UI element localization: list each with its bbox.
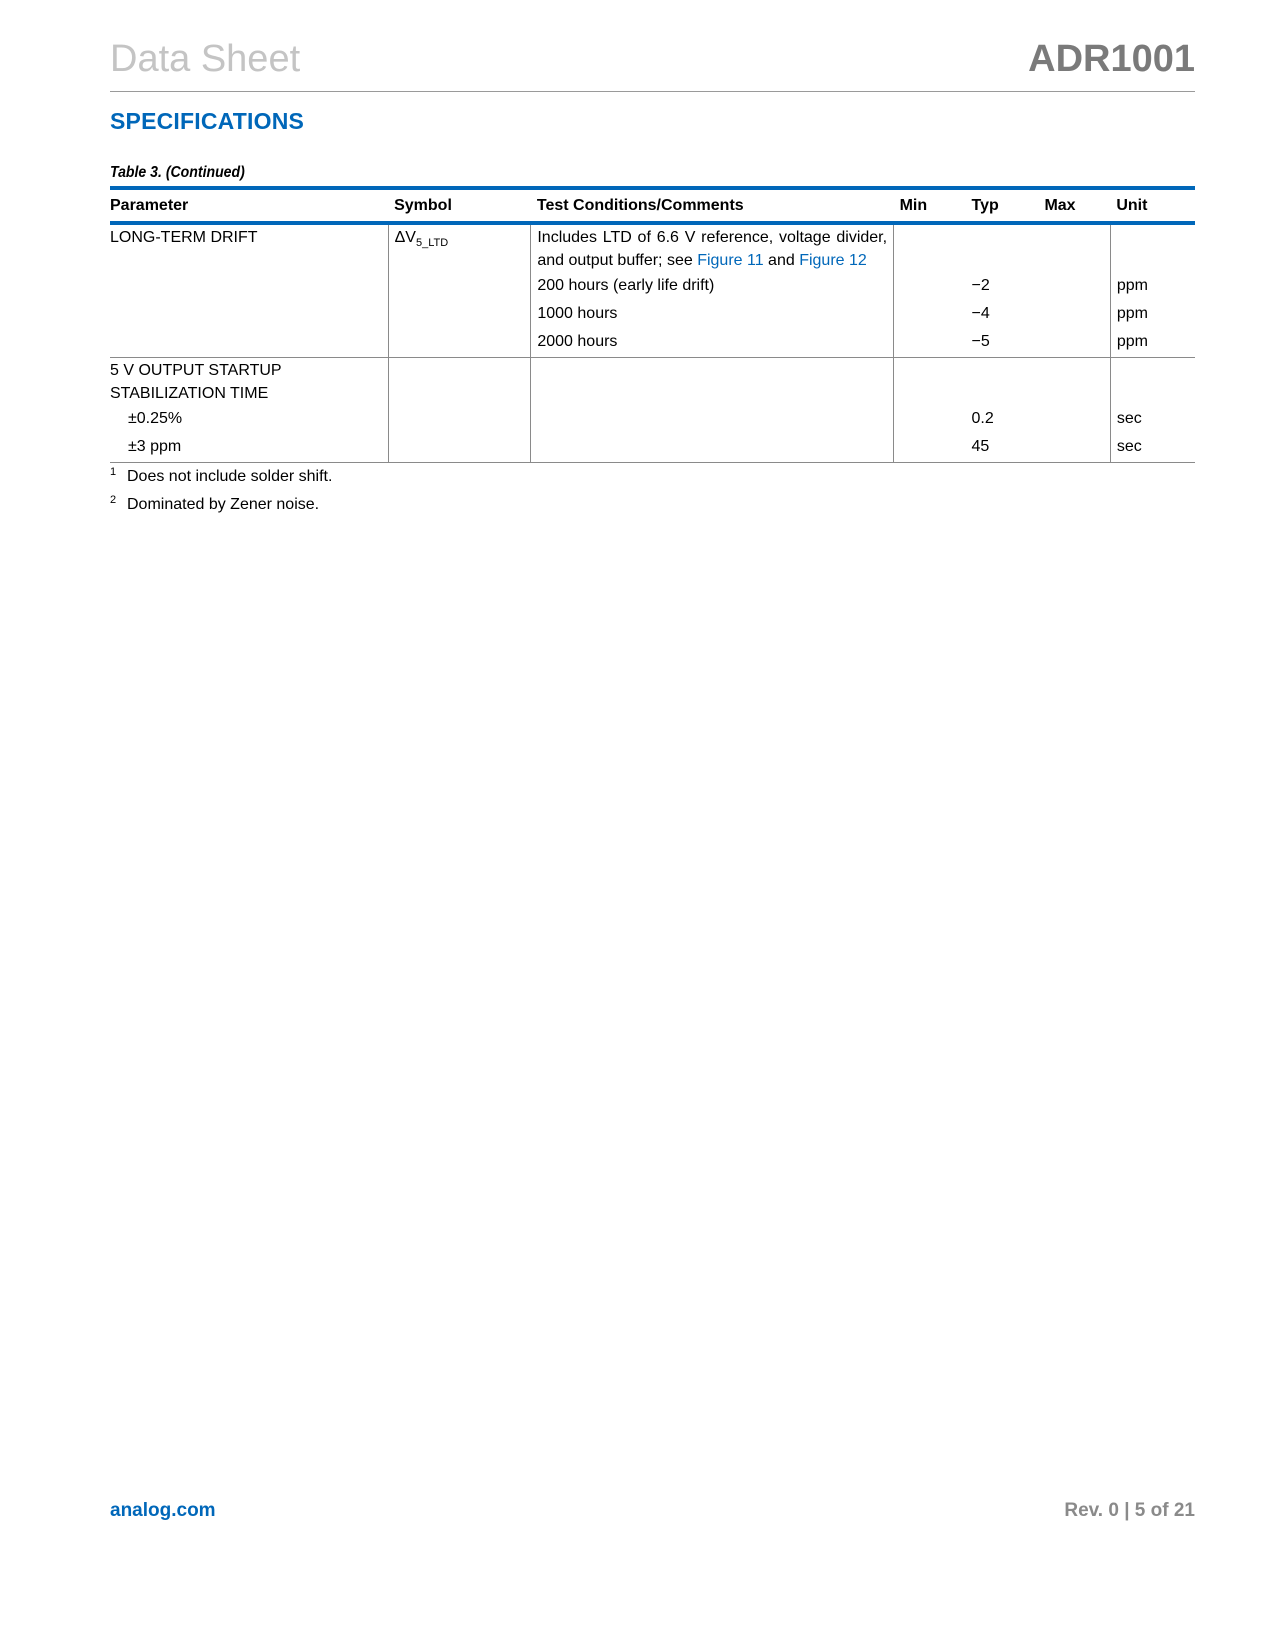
conditions-cell <box>531 434 894 463</box>
column-header-unit: Unit <box>1110 188 1195 223</box>
min-cell <box>894 406 966 434</box>
conditions-cell <box>531 358 894 407</box>
conditions-cell <box>531 406 894 434</box>
footnotes <box>110 468 332 524</box>
typ-cell: −5 <box>965 329 1038 358</box>
doc-type-title: Data Sheet <box>110 38 301 80</box>
typ-cell <box>965 358 1038 407</box>
parameter-cell: ±0.25% <box>110 406 388 434</box>
column-header-min: Min <box>894 188 966 223</box>
parameter-cell: LONG-TERM DRIFT <box>110 223 388 273</box>
min-cell <box>894 273 966 301</box>
parameter-cell: 5 V OUTPUT STARTUP STABILIZATION TIME <box>110 358 388 407</box>
parameter-cell <box>110 301 388 329</box>
part-number: ADR1001 <box>1028 38 1195 80</box>
parameter-cell <box>110 273 388 301</box>
symbol-cell <box>388 273 531 301</box>
section-title: SPECIFICATIONS <box>110 108 305 134</box>
header-divider <box>110 91 1195 92</box>
conditions-text: Includes LTD of 6.6 V reference, voltage divider, and output buffer; see <box>537 229 888 269</box>
unit-cell: ppm <box>1110 329 1195 358</box>
footnote-item <box>110 468 332 496</box>
conditions-cell <box>531 223 894 273</box>
min-cell <box>894 301 966 329</box>
website-link[interactable]: analog.com <box>110 1500 216 1521</box>
min-cell <box>894 434 966 463</box>
unit-cell: ppm <box>1116 277 1148 294</box>
column-header-parameter: Parameter <box>110 188 388 223</box>
table-row <box>110 434 1195 463</box>
typ-cell: 45 <box>965 434 1038 463</box>
footnote-text: Does not include solder shift. <box>127 468 333 485</box>
parameter-cell: ±3 ppm <box>110 434 388 463</box>
max-cell <box>1038 406 1110 434</box>
symbol-main: ΔV <box>394 229 416 246</box>
table-row <box>110 301 1195 329</box>
conditions-cell: 200 hours (early life drift) <box>531 273 894 301</box>
symbol-cell <box>388 406 531 434</box>
specifications-table <box>110 186 1195 463</box>
symbol-cell <box>388 434 531 463</box>
column-header-typ: Typ <box>965 188 1038 223</box>
symbol-cell <box>388 301 531 329</box>
typ-cell: −4 <box>971 305 990 322</box>
symbol-cell <box>388 358 531 407</box>
min-cell <box>894 329 966 358</box>
symbol-subscript: 5_LTD <box>415 237 449 250</box>
column-header-symbol: Symbol <box>388 188 531 223</box>
max-cell <box>1038 223 1110 273</box>
max-cell <box>1038 301 1110 329</box>
max-cell <box>1038 358 1110 407</box>
min-cell <box>894 358 966 407</box>
table-header-row <box>110 188 1195 223</box>
unit-cell: sec <box>1116 410 1142 427</box>
conditions-cell: 2000 hours <box>531 329 894 358</box>
parameter-cell <box>110 329 388 358</box>
typ-cell <box>965 223 1038 273</box>
conditions-and: and <box>763 252 800 269</box>
unit-cell: sec <box>1110 434 1195 463</box>
footnote-number: 2 <box>110 494 117 506</box>
unit-cell <box>1110 223 1195 273</box>
max-cell <box>1038 273 1110 301</box>
unit-cell: ppm <box>1116 305 1148 322</box>
footnote-item <box>110 496 332 524</box>
table-row <box>110 223 1195 273</box>
conditions-cell: 1000 hours <box>531 301 894 329</box>
table-caption: Table 3. (Continued) <box>110 164 245 181</box>
max-cell <box>1038 434 1110 463</box>
table-row <box>110 329 1195 358</box>
footnote-text: Dominated by Zener noise. <box>127 496 320 513</box>
figure-11-link[interactable]: Figure 11 <box>697 252 764 269</box>
symbol-cell <box>388 223 531 273</box>
unit-cell <box>1110 358 1195 407</box>
typ-cell: 0.2 <box>971 410 994 427</box>
max-cell <box>1038 329 1110 358</box>
figure-12-link[interactable]: Figure 12 <box>799 252 867 269</box>
revision-page-info: Rev. 0 | 5 of 21 <box>1064 1500 1195 1521</box>
footnote-number: 1 <box>110 466 117 478</box>
table-row <box>110 358 1195 407</box>
min-cell <box>894 223 966 273</box>
typ-cell: −2 <box>971 277 990 294</box>
column-header-max: Max <box>1038 188 1110 223</box>
table-row <box>110 273 1195 301</box>
symbol-cell <box>388 329 531 358</box>
column-header-test-conditions: Test Conditions/Comments <box>531 188 894 223</box>
table-row <box>110 406 1195 434</box>
